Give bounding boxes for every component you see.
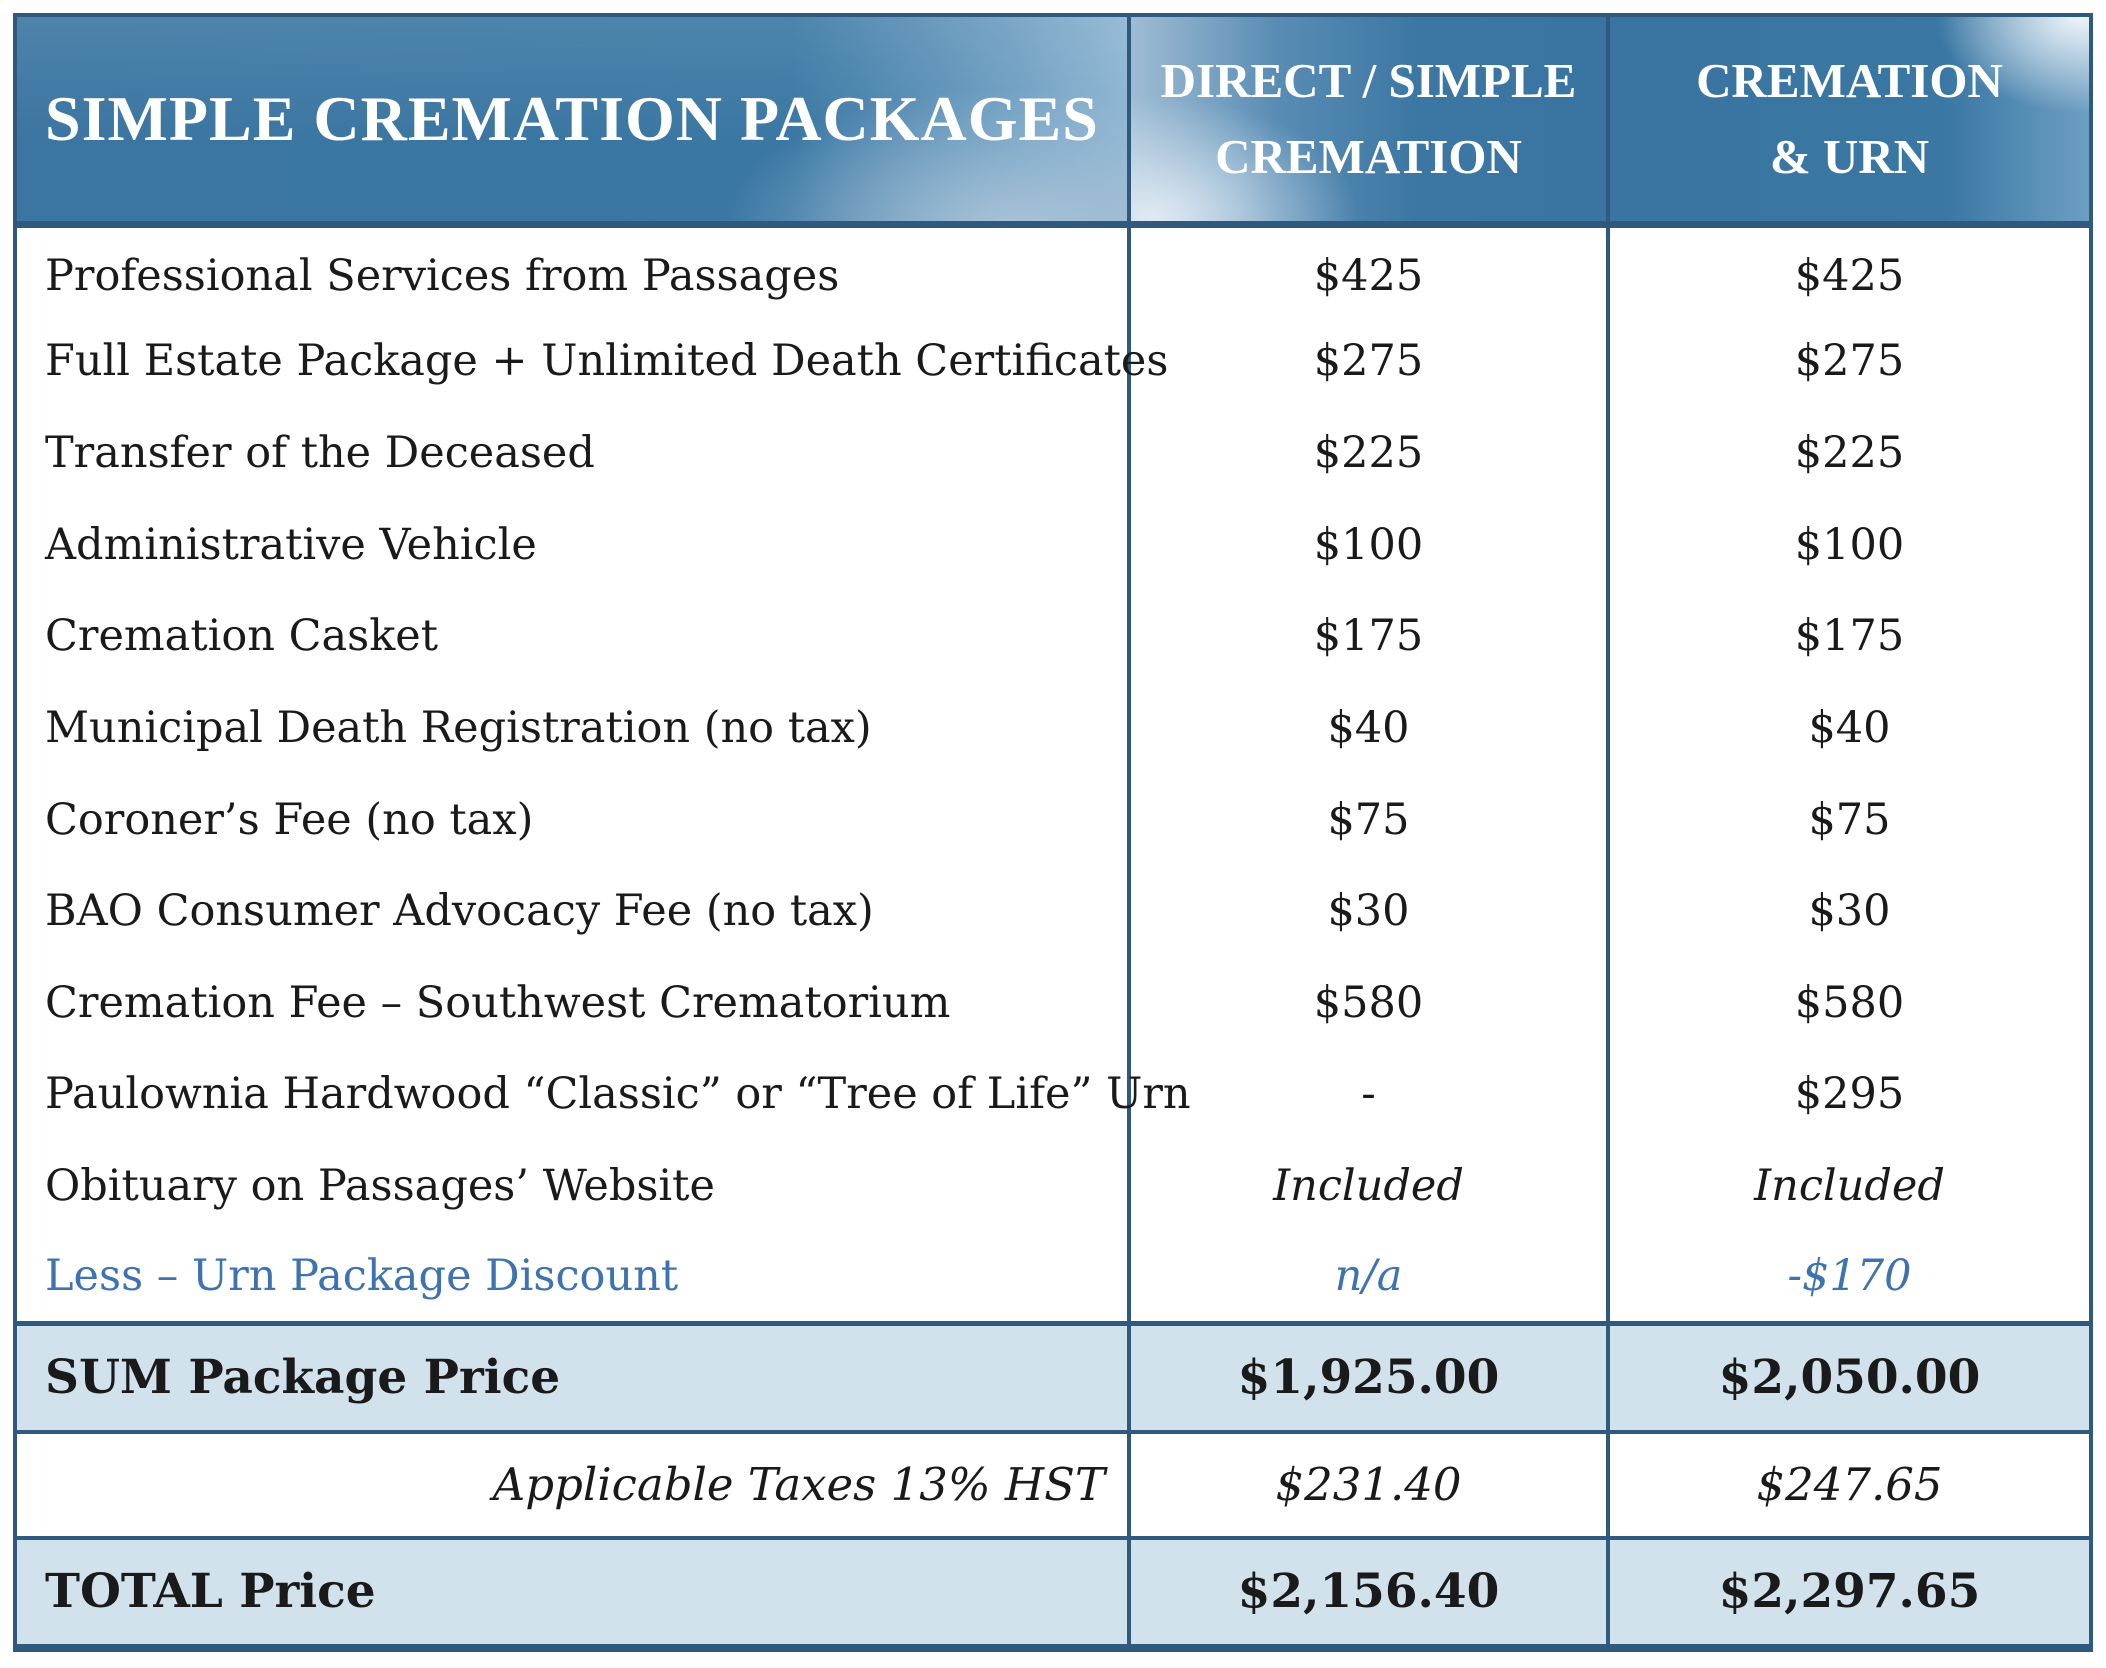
table-row (17, 224, 2089, 316)
row-label: Cremation Casket (17, 591, 1129, 683)
urn-price: $295 (1608, 1049, 2089, 1141)
direct-price: $225 (1129, 407, 1608, 499)
table-row (17, 407, 2089, 499)
row-label: Professional Services from Passages (17, 224, 1129, 316)
row-label: Obituary on Passages’ Website (17, 1140, 1129, 1232)
table-row (17, 316, 2089, 408)
row-label: Less – Urn Package Discount (17, 1232, 1129, 1324)
direct-price: $100 (1129, 499, 1608, 591)
total-urn: $2,297.65 (1608, 1538, 2089, 1646)
tax-urn: $247.65 (1608, 1432, 2089, 1538)
direct-price: $40 (1129, 682, 1608, 774)
tax-direct: $231.40 (1129, 1432, 1608, 1538)
urn-price: $580 (1608, 957, 2089, 1049)
column-header-direct-line2: CREMATION (1215, 128, 1522, 184)
column-header-urn (1608, 17, 2089, 224)
row-label: Paulownia Hardwood “Classic” or “Tree of Life” Urn (17, 1049, 1129, 1141)
sum-urn: $2,050.00 (1608, 1324, 2089, 1432)
direct-price: n/a (1129, 1232, 1608, 1324)
sum-label: SUM Package Price (17, 1324, 1129, 1432)
direct-price: $580 (1129, 957, 1608, 1049)
row-label: Transfer of the Deceased (17, 407, 1129, 499)
table-title: SIMPLE CREMATION PACKAGES (17, 17, 1129, 224)
sum-row (17, 1324, 2089, 1432)
urn-price: $30 (1608, 865, 2089, 957)
column-header-direct-line1: DIRECT / SIMPLE (1160, 52, 1577, 108)
direct-price: $275 (1129, 316, 1608, 408)
table-row (17, 499, 2089, 591)
pricing-table (13, 13, 2093, 1652)
table-row (17, 865, 2089, 957)
total-row (17, 1538, 2089, 1646)
column-header-direct (1129, 17, 1608, 224)
discount-row (17, 1232, 2089, 1324)
table-row (17, 774, 2089, 866)
direct-price: $175 (1129, 591, 1608, 683)
column-header-urn-line1: CREMATION (1696, 52, 2003, 108)
total-direct: $2,156.40 (1129, 1538, 1608, 1646)
table-row (17, 591, 2089, 683)
row-label: Administrative Vehicle (17, 499, 1129, 591)
row-label: Full Estate Package + Unlimited Death Certificates (17, 316, 1129, 408)
total-label: TOTAL Price (17, 1538, 1129, 1646)
table-row (17, 1049, 2089, 1141)
pricing-grid (17, 17, 2089, 1648)
table-row (17, 682, 2089, 774)
row-label: Coroner’s Fee (no tax) (17, 774, 1129, 866)
direct-price: - (1129, 1049, 1608, 1141)
tax-label: Applicable Taxes 13% HST (17, 1432, 1129, 1538)
urn-price: $100 (1608, 499, 2089, 591)
row-label: Cremation Fee – Southwest Crematorium (17, 957, 1129, 1049)
row-label: BAO Consumer Advocacy Fee (no tax) (17, 865, 1129, 957)
header-row (17, 17, 2089, 224)
direct-price: $30 (1129, 865, 1608, 957)
table-row (17, 1140, 2089, 1232)
urn-price: Included (1608, 1140, 2089, 1232)
sum-direct: $1,925.00 (1129, 1324, 1608, 1432)
table-row (17, 957, 2089, 1049)
urn-price: $40 (1608, 682, 2089, 774)
urn-price: $425 (1608, 224, 2089, 316)
direct-price: $425 (1129, 224, 1608, 316)
row-label: Municipal Death Registration (no tax) (17, 682, 1129, 774)
urn-price: $75 (1608, 774, 2089, 866)
column-header-urn-line2: & URN (1769, 128, 1930, 184)
direct-price: Included (1129, 1140, 1608, 1232)
tax-row (17, 1432, 2089, 1538)
urn-price: $175 (1608, 591, 2089, 683)
urn-price: -$170 (1608, 1232, 2089, 1324)
direct-price: $75 (1129, 774, 1608, 866)
urn-price: $275 (1608, 316, 2089, 408)
urn-price: $225 (1608, 407, 2089, 499)
